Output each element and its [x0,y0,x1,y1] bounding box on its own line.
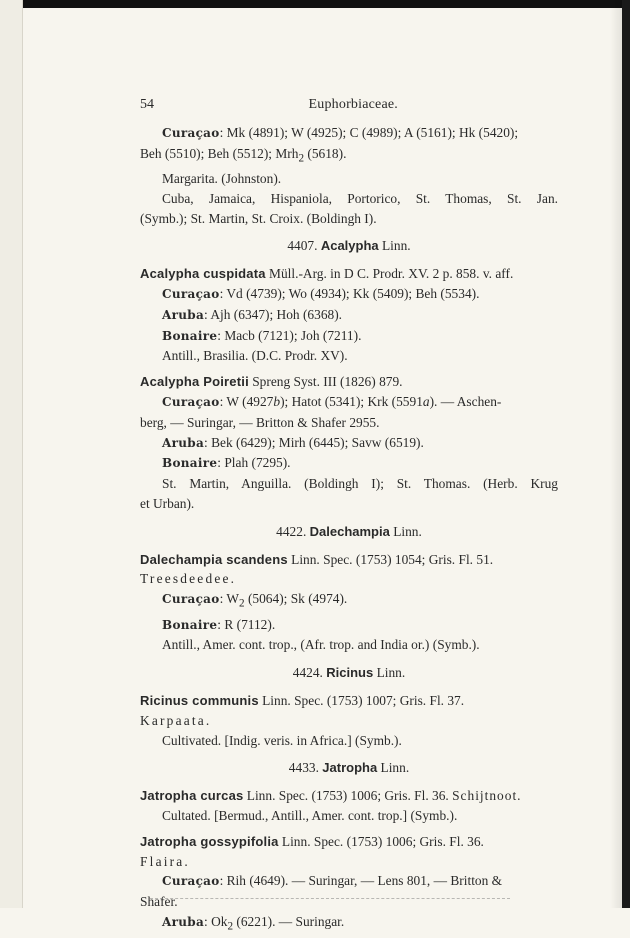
text-line: Curaçao: W (4927b); Hatot (5341); Krk (5591a). — Aschen- [162,394,502,410]
page-title: Euphorbiaceae. [308,97,398,112]
text-line: Curaçao: $W_2$ (5064); Sk (4974). [162,591,348,610]
species-entry: Ricinus communis Linn. Spec. (1753) 1007; Gris. Fl. 37. [140,693,465,709]
text-line: Cuba, Jamaica, Hispaniola, Portorico, St. Thomas, St. Jan. [162,190,558,206]
vernacular-name: Karpaata. [140,712,212,728]
text-line: Antill., Amer. cont. trop., (Afr. trop. and India or.) (Symb.). [162,637,480,653]
genus-heading: 4433. Jatropha Linn. [288,760,410,776]
scan-right-edge [622,0,630,908]
text-line: Margarita. (Johnston). [162,171,282,187]
gutter-shadow [610,0,622,908]
text-line: Cultivated. [Indig. veris. in Africa.] (Symb.). [162,732,402,748]
page-header [140,95,558,115]
text-line: Aruba: $Ok_2$ (6221). — Suringar. [162,914,345,933]
genus-heading: 4422. Dalechampia Linn. [276,523,422,539]
species-entry: Jatropha curcas Linn. Spec. (1753) 1006; Gris. Fl. 36. Schijtnoot. [140,788,522,804]
text-line: Aruba: Bek (6429); Mirh (6445); Savw (6519). [162,434,424,450]
text-line: Curaçao: Rih (4649). — Suringar, — Lens 801, — Britton & [162,873,503,889]
text-line: Bonaire: Plah (7295). [162,455,291,471]
species-entry: Acalypha cuspidata Müll.-Arg. in D C. Prodr. XV. 2 p. 858. v. aff. [140,266,514,282]
species-entry: Jatropha gossypifolia Linn. Spec. (1753) 1006; Gris. Fl. 36. [140,833,484,849]
page-number: 54 [140,97,154,112]
page-content [140,95,558,938]
vernacular-name: Flaira. [140,853,190,869]
species-entry: Dalechampia scandens Linn. Spec. (1753) 1054; Gris. Fl. 51. [140,551,494,567]
text-line: Bonaire: R (7112). [162,616,276,632]
genus-heading: 4424. Ricinus Linn. [292,665,406,681]
text-line: berg, — Suringar, — Britton & Shafer 2955. [140,414,380,430]
text-line: Cultated. [Bermud., Antill., Amer. cont. trop.] (Symb.). [162,808,458,824]
text-line: (Symb.); St. Martin, St. Croix. (Boldingh I). [140,210,377,226]
vernacular-name: Treesdeedee. [140,571,237,587]
text-line: Aruba: Ajh (6347); Hoh (6368). [162,306,343,322]
species-entry: Acalypha Poiretii Spreng Syst. III (1826) 879. [140,374,403,390]
text-line: et Urban). [140,496,195,512]
text-line: Shafer. [140,894,178,910]
scan-bottom-artifact [150,895,510,899]
text-line: St. Martin, Anguilla. (Boldingh I); St. Thomas. (Herb. Krug [162,476,558,492]
text-line: Bonaire: Macb (7121); Joh (7211). [162,327,362,343]
scan-left-margin [0,0,23,908]
text-line: Curaçao: Vd (4739); Wo (4934); Kk (5409); Beh (5534). [162,286,480,302]
scan-top-edge [0,0,630,8]
text-line: Beh (5510); Beh (5512); Mrh$_2$ (5618). [140,145,347,165]
genus-heading: 4407. Acalypha Linn. [287,238,411,254]
text-line: Antill., Brasilia. (D.C. Prodr. XV). [162,348,348,364]
text-line: Curaçao: Mk (4891); W (4925); C (4989); A (5161); Hk (5420); [162,124,519,140]
